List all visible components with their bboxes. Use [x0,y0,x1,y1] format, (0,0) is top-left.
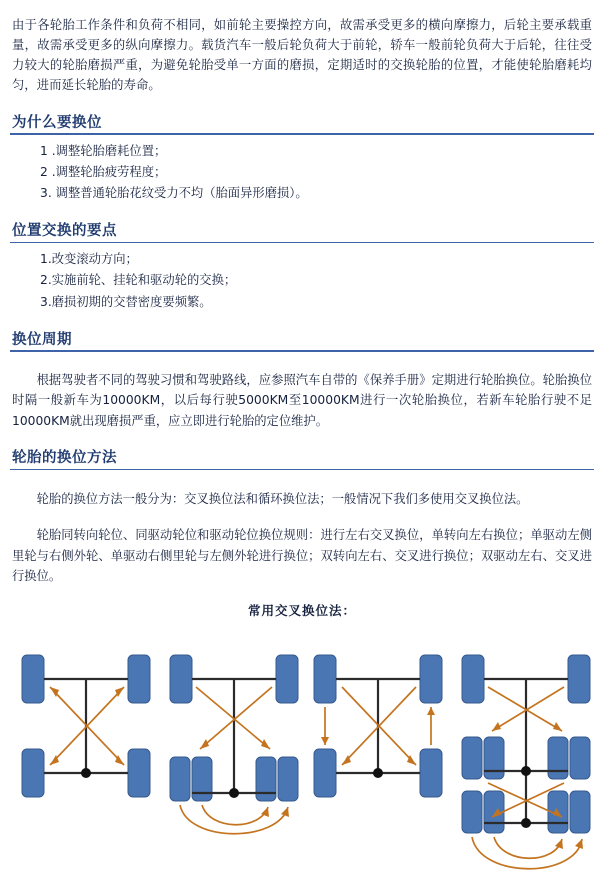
section-heading-text: 换位周期 [12,331,72,348]
figure-row [10,625,594,895]
paragraph-rotation-cycle: 根据驾驶者不同的驾驶习惯和驾驶路线，应参照汽车自带的《保养手册》定期进行轮胎换位。轮胎换位时隔一般新车为10000KM，以后每行驶5000KM至10000KM进行一次轮胎换位，若新车轮胎行驶不足10000KM就出现磨损严重，应立即进行轮胎的定位维护。 [12,373,592,428]
heading-rule [10,469,594,471]
bullet-list-key-points [10,249,594,312]
paragraph-methods-1: 轮胎的换位方法一般分为：交叉换位法和循环换位法；一般情况下我们多使用交叉换位法。 [36,491,529,506]
section-heading-rotation-methods [10,445,594,470]
section-heading-text: 轮胎的换位方法 [12,450,117,467]
list-item: 2 .调整轮胎疲劳程度； [40,165,167,180]
intro-paragraph: 由于各轮胎工作条件和负荷不相同，如前轮主要操控方向，故需承受更多的横向摩擦力，后轮主要承载重量，故需承受更多的纵向摩擦力。载货汽车一般后轮负荷大于前轮，轿车一般前轮负荷大于后轮，往往受力较大的轮胎磨损严重，为避免轮胎受单一方面的磨损，定期适时的交换轮胎的位置，才能使轮胎磨耗均匀，进而延长轮胎的寿命。 [12,18,592,93]
section-heading-rotation-cycle [10,327,594,352]
list-item: 3. 调整普通轮胎花纹受力不均（胎面异形磨损）。 [40,186,308,201]
bullet-list-why-rotate [10,141,594,204]
list-item: 1 .调整轮胎磨耗位置； [40,143,167,158]
diagram-three-axle-cross [170,655,298,834]
paragraph-methods-2: 轮胎同转向轮位、同驱动轮位和驱动轮位换位规则：进行左右交叉换位，单转向左右换位；单驱动左侧里轮与右侧外轮、单驱动右侧里轮与左侧外轮进行换位；双转向左右、交叉进行换位；双驱动左右、交叉进行换位。 [12,528,592,584]
diagram-two-axle-straight-cross [314,655,442,797]
figure-title: 常用交叉换位法： [247,602,356,618]
section-heading-key-points [10,218,594,243]
diagram-three-axle-full-cross [462,655,590,869]
diagram-two-axle-cross [22,655,150,797]
document-page [0,12,604,812]
list-item: 1.改变滚动方向； [40,252,138,267]
section-heading-text: 为什么要换位 [12,114,102,131]
heading-rule [10,350,594,352]
heading-rule [10,242,594,244]
list-item: 2.实施前轮、挂轮和驱动轮的交换； [40,273,237,288]
section-heading-why-rotate [10,110,594,135]
section-heading-text: 位置交换的要点 [12,223,117,240]
list-item: 3.磨损初期的交替密度要频繁。 [40,294,212,309]
heading-rule [10,133,594,135]
